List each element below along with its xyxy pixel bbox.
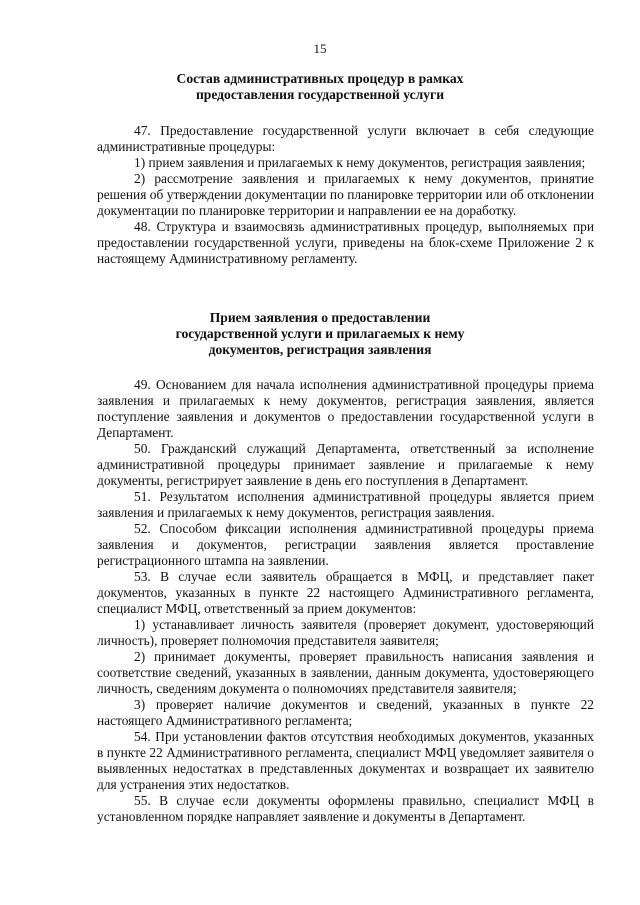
heading-line: Состав административных процедур в рамках — [176, 71, 464, 86]
heading-line: государственной услуги и прилагаемых к нему — [175, 326, 465, 341]
paragraph-53: 53. В случае если заявитель обращается в МФЦ, и представляет пакет документов, указанных в пункте 22 настоящего Административного регламента, специалист МФЦ, ответственный за прием документов: — [97, 569, 594, 616]
section-heading-application-reception — [0, 310, 640, 358]
list-item-53-3: 3) проверяет наличие документов и сведений, указанных в пункте 22 настоящего Административного регламента; — [97, 697, 594, 728]
list-item-1: 1) прием заявления и прилагаемых к нему документов, регистрация заявления; — [134, 155, 586, 170]
heading-line: документов, регистрация заявления — [208, 342, 432, 357]
list-item-53-1: 1) устанавливает личность заявителя (проверяет документ, удостоверяющий личность), проверяет полномочия представителя заявителя; — [97, 617, 594, 648]
section2-body — [97, 377, 594, 825]
paragraph-54: 54. При установлении фактов отсутствия необходимых документов, указанных в пункте 22 Административного регламента, специалист МФЦ уведомляет заявителя о выявленных недостатках в представленных документах и возвращает их заявителю для устранения этих недостатков. — [97, 729, 594, 792]
paragraph-49: 49. Основанием для начала исполнения административной процедуры приема заявления и прилагаемых к нему документов, регистрация заявления, является поступление заявления и документов о предоставлении государственной услуги в Департамент. — [97, 377, 594, 440]
paragraph-47: 47. Предоставление государственной услуги включает в себя следующие административные процедуры: — [97, 123, 594, 154]
page-number: 15 — [313, 41, 327, 56]
paragraph-52: 52. Способом фиксации исполнения административной процедуры приема заявления и документов, регистрации заявления является проставление регистрационного штампа на заявлении. — [97, 521, 594, 568]
paragraph-51: 51. Результатом исполнения административной процедуры является прием заявления и прилагаемых к нему документов, регистрация заявления. — [97, 489, 594, 520]
list-item-53-2: 2) принимает документы, проверяет правильность написания заявления и соответствие сведений, указанных в заявлении, данным документа, удостоверяющего личность, сведениям документа о полномочиях представителя заявителя; — [97, 649, 594, 696]
section-heading-administrative-procedures — [0, 71, 640, 103]
paragraph-50: 50. Гражданский служащий Департамента, ответственный за исполнение административной процедуры принимает заявление и прилагаемые к нему документы, регистрирует заявление в день его поступления в Департамент. — [97, 441, 594, 488]
list-item-2: 2) рассмотрение заявления и прилагаемых к нему документов, принятие решения об утверждении документации по планировке территории или об отклонении документации по планировке территории и направлении ее на доработку. — [97, 171, 594, 218]
section1-body — [97, 123, 594, 267]
paragraph-48: 48. Структура и взаимосвязь административных процедур, выполняемых при предоставлении государственной услуги, приведены на блок-схеме Приложение 2 к настоящему Административному регламенту. — [97, 219, 594, 266]
heading-line: Прием заявления о предоставлении — [209, 310, 431, 325]
paragraph-55: 55. В случае если документы оформлены правильно, специалист МФЦ в установленном порядке направляет заявление и документы в Департамент. — [97, 793, 594, 824]
heading-line: предоставления государственной услуги — [195, 87, 445, 102]
